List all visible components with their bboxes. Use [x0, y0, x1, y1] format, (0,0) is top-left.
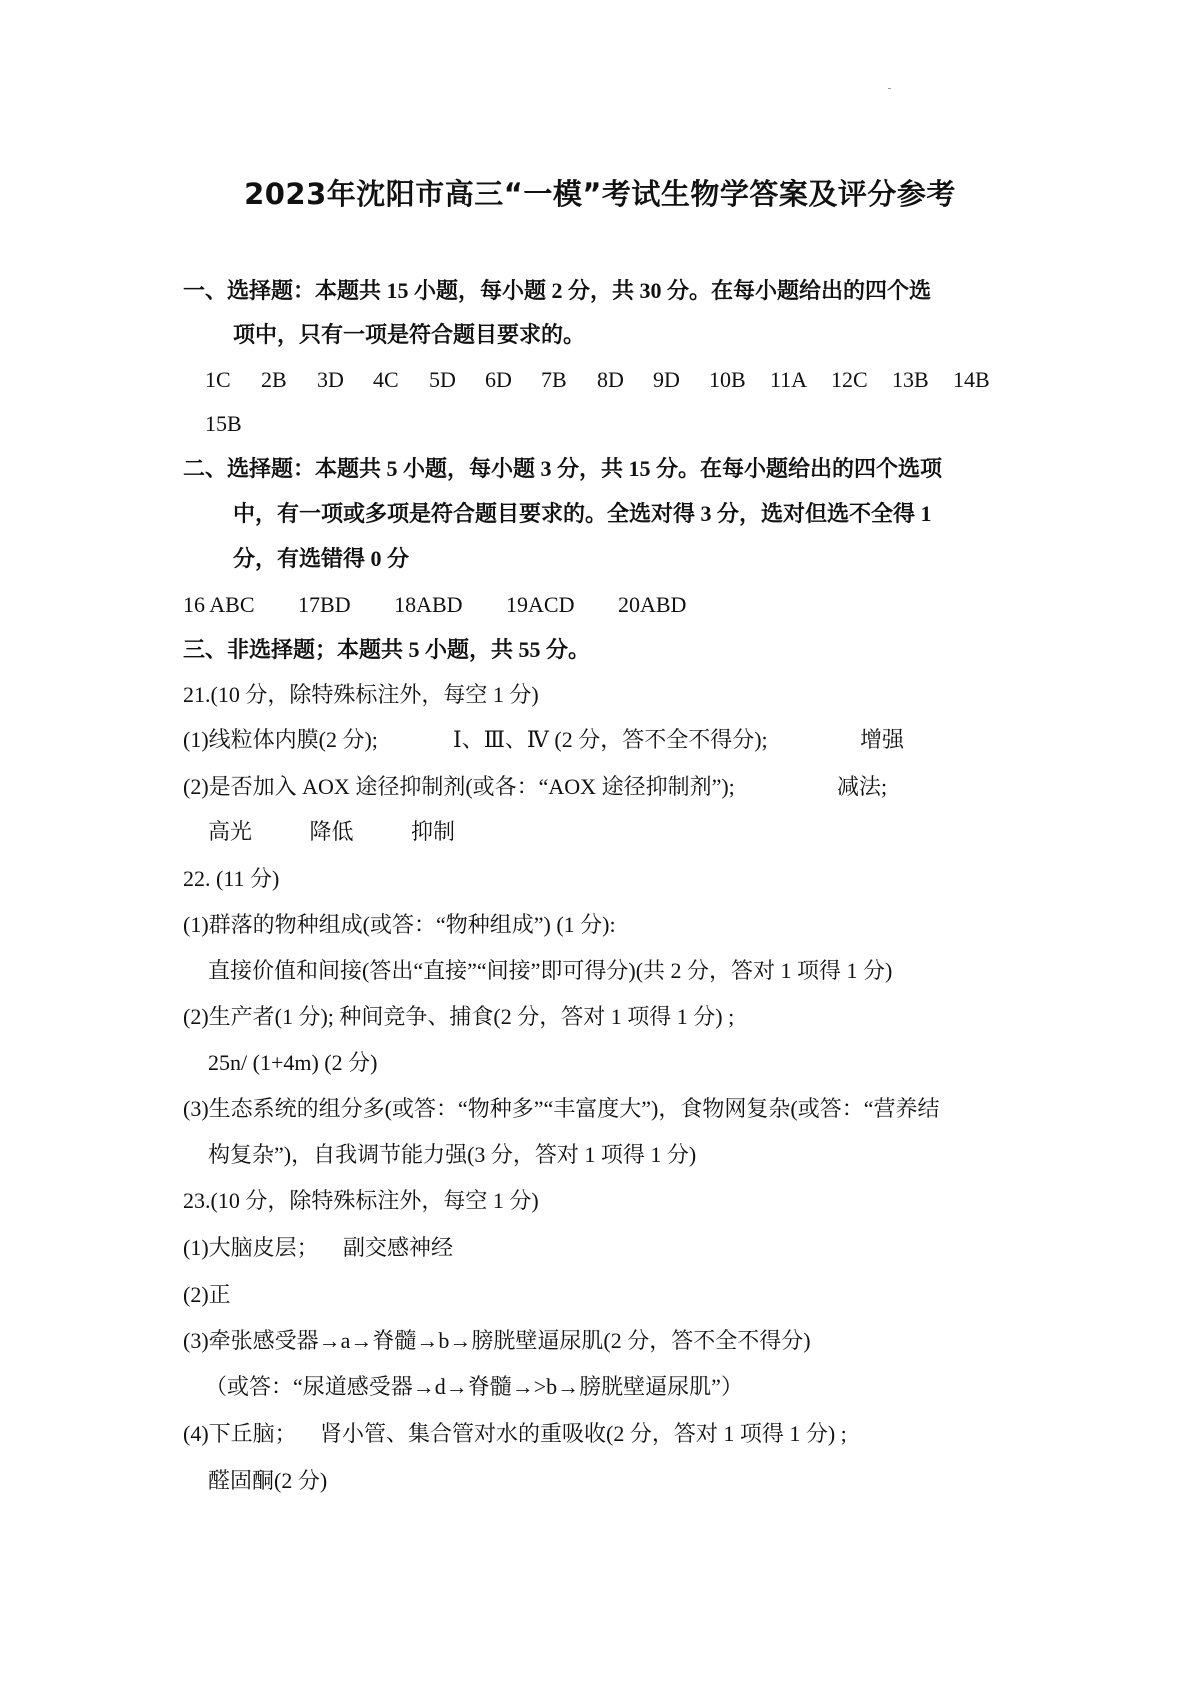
answer-item: 4C — [373, 367, 399, 392]
q22-part3: (3)生态系统的组分多(或答：“物种多”“丰富度大”)，食物网复杂(或答：“营养结 — [183, 1096, 940, 1121]
page-title: 2023年沈阳市高三“一模”考试生物学答案及评分参考 — [244, 177, 956, 211]
answer-item: 6D — [485, 367, 512, 392]
answer-word: 抑制 — [411, 819, 456, 844]
answer-item: 19ACD — [506, 592, 575, 617]
answer-item: 18ABD — [394, 592, 463, 617]
answer-item: 3D — [317, 367, 344, 392]
answer-item: 10B — [709, 367, 746, 392]
answer-item: 20ABD — [618, 592, 687, 617]
answer-item: 1C — [205, 367, 231, 392]
section2-heading-line3: 分，有选错得 0 分 — [233, 546, 410, 571]
q23-part3: (3)牵张感受器→a→脊髓→b→膀胱壁逼尿肌(2 分，答不全不得分) — [183, 1328, 811, 1353]
q23-part4: (4)下丘脑； — [183, 1421, 297, 1446]
answer-item: 16 ABC — [183, 592, 255, 617]
q22-part1: (1)群落的物种组成(或答：“物种组成”) (1 分): — [183, 912, 616, 937]
q23-part2: (2)正 — [183, 1282, 231, 1307]
section2-heading-line2: 中，有一项或多项是符合题目要求的。全选对得 3 分，选对但选不全得 1 — [233, 501, 932, 526]
q21-part2-words — [208, 817, 507, 847]
q21-part2: (2)是否加入 AOX 途径抑制剂(或各：“AOX 途径抑制剂”); — [183, 774, 735, 799]
answer-item: 2B — [261, 367, 287, 392]
q23-part1: (1)大脑皮层； — [183, 1235, 319, 1260]
q22-header: 22. (11 分) — [183, 866, 280, 891]
q21-header: 21.(10 分，除特殊标注外，每空 1 分) — [183, 682, 539, 707]
q23-part1-b: 副交感神经 — [343, 1235, 454, 1260]
section1-heading-line1: 一、选择题：本题共 15 小题，每小题 2 分，共 30 分。在每小题给出的四个选 — [183, 278, 932, 303]
q23-part4-b: 肾小管、集合管对水的重吸收(2 分，答对 1 项得 1 分) ; — [320, 1421, 847, 1446]
section1-answers — [205, 365, 1014, 395]
q21-part2-b: 减法; — [837, 774, 888, 799]
answer-word: 高光 — [208, 819, 253, 844]
section3-heading: 三、非选择题；本题共 5 小题，共 55 分。 — [183, 637, 591, 662]
q22-part1-b: 直接价值和间接(答出“直接”“间接”即可得分)(共 2 分，答对 1 项得 1 分) — [208, 958, 893, 983]
answer-item: 17BD — [298, 592, 351, 617]
section1-heading-line2: 项中，只有一项是符合题目要求的。 — [233, 322, 586, 347]
section2-answers — [183, 590, 724, 620]
q23-part3-b: （或答：“尿道感受器→d→脊髓→>b→膀胱壁逼尿肌”） — [205, 1374, 743, 1399]
answer-item: 13B — [892, 367, 929, 392]
q21-part1-c: 增强 — [860, 727, 905, 752]
answer-item: 9D — [653, 367, 680, 392]
scan-speck — [888, 88, 891, 89]
q22-part2: (2)生产者(1 分); 种间竞争、捕食(2 分，答对 1 项得 1 分) ; — [183, 1004, 735, 1029]
q21-part1-b: Ⅰ、Ⅲ、Ⅳ (2 分，答不全不得分); — [453, 727, 768, 752]
section2-heading-line1: 二、选择题：本题共 5 小题，每小题 3 分，共 15 分。在每小题给出的四个选项 — [183, 456, 943, 481]
answer-item: 8D — [597, 367, 624, 392]
answer-item-wrap: 15B — [205, 411, 242, 436]
q22-part3-b: 构复杂”)，自我调节能力强(3 分，答对 1 项得 1 分) — [208, 1142, 697, 1167]
answer-item: 11A — [770, 367, 808, 392]
q21-part1: (1)线粒体内膜(2 分); — [183, 727, 378, 752]
q23-part4-c: 醛固酮(2 分) — [208, 1468, 328, 1493]
answer-word: 降低 — [309, 819, 354, 844]
q23-header: 23.(10 分，除特殊标注外，每空 1 分) — [183, 1188, 539, 1213]
q22-part2-b: 25n/ (1+4m) (2 分) — [208, 1050, 378, 1075]
answer-item: 12C — [831, 367, 868, 392]
answer-item: 14B — [953, 367, 990, 392]
answer-item: 5D — [429, 367, 456, 392]
answer-item: 7B — [541, 367, 567, 392]
